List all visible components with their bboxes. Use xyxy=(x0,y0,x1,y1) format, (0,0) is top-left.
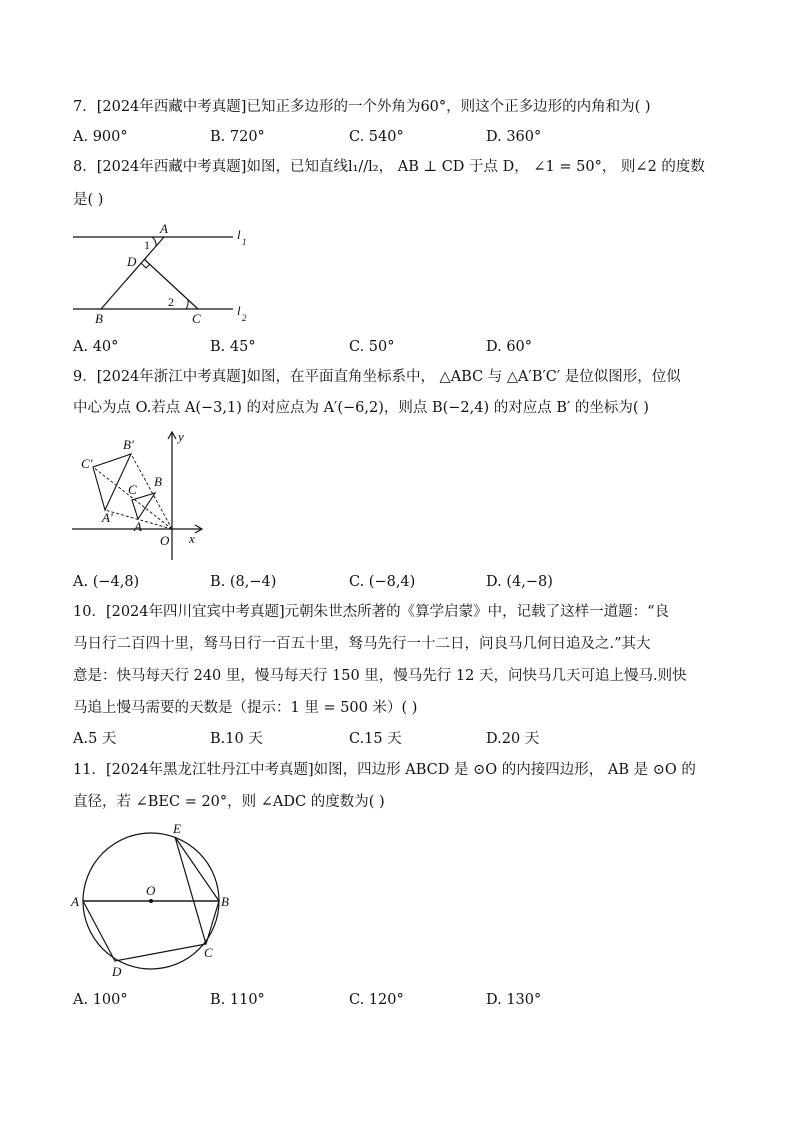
angle-1-arc xyxy=(152,237,156,246)
q10-option-a[interactable]: A.5 天 xyxy=(73,731,117,747)
q10-stem-line2: 马日行二百四十里，驽马日行一百五十里，驽马先行一十二日，问良马几何日追及之.”其大 xyxy=(73,636,651,652)
q11-figure xyxy=(66,818,241,988)
label-b: B xyxy=(95,311,103,326)
quad-abcd xyxy=(83,901,219,961)
q11-stem-line1: 11．[2024年黑龙江牡丹江中考真题]如图，四边形 ABCD 是 ⊙O 的内接四边形， AB 是 ⊙O 的 xyxy=(73,762,696,778)
label-d: D xyxy=(112,964,122,979)
q8-stem-line1: 8．[2024年西藏中考真题]如图，已知直线l₁//l₂， AB ⊥ CD 于点 D， ∠1 = 50°， 则∠2 的度数 xyxy=(73,159,705,175)
q7-option-b[interactable]: B. 720° xyxy=(210,129,265,145)
q7-option-c[interactable]: C. 540° xyxy=(349,129,404,145)
segment-ec xyxy=(175,837,206,944)
segment-eb xyxy=(175,837,219,901)
q11-option-a[interactable]: A. 100° xyxy=(73,992,128,1008)
label-l1-sub: 1 xyxy=(242,237,247,247)
label-l1: l xyxy=(237,227,241,242)
q10-option-c[interactable]: C.15 天 xyxy=(349,731,402,747)
label-c: C xyxy=(192,311,201,326)
q11-stem-line2: 直径，若 ∠BEC = 20°，则 ∠ADC 的度数为( ) xyxy=(73,794,385,810)
label-x: x xyxy=(189,531,195,546)
q9-option-a[interactable]: A. (−4,8) xyxy=(73,574,140,590)
q8-figure xyxy=(68,222,268,332)
label-1: 1 xyxy=(144,238,150,252)
label-a1: A′ xyxy=(102,510,113,525)
segment-ab xyxy=(101,237,164,309)
q8-option-a[interactable]: A. 40° xyxy=(73,339,119,355)
label-a: A xyxy=(160,222,168,236)
label-e: E xyxy=(173,821,181,836)
center-dot xyxy=(149,899,153,903)
label-c1: C′ xyxy=(81,456,93,471)
label-c: C xyxy=(128,482,137,497)
q10-stem-line4: 马追上慢马需要的天数是（提示：1 里 = 500 米）( ) xyxy=(73,700,418,716)
q10-stem-line3: 意是：快马每天行 240 里，慢马每天行 150 里，慢马先行 12 天，问快马几天可追上慢马.则快 xyxy=(73,668,687,684)
q11-option-d[interactable]: D. 130° xyxy=(486,992,542,1008)
label-l2: l xyxy=(237,303,241,318)
angle-2-arc xyxy=(186,300,188,309)
label-d: D xyxy=(127,254,137,269)
label-o: O xyxy=(160,533,170,548)
label-2: 2 xyxy=(168,295,174,309)
q8-stem-line2: 是( ) xyxy=(73,192,104,208)
q7-options xyxy=(73,127,733,147)
q7-option-a[interactable]: A. 900° xyxy=(73,129,128,145)
q10-option-b[interactable]: B.10 天 xyxy=(210,731,263,747)
label-a: A xyxy=(71,894,79,909)
q10-stem-line1: 10．[2024年四川宜宾中考真题]元朝朱世杰所著的《算学启蒙》中，记载了这样一道题：“良 xyxy=(73,604,670,620)
label-o: O xyxy=(146,883,156,898)
label-c: C xyxy=(204,945,213,960)
q9-figure xyxy=(68,428,218,568)
q9-options xyxy=(73,572,733,592)
q8-option-d[interactable]: D. 60° xyxy=(486,339,533,355)
q8-options xyxy=(73,337,733,357)
q9-option-c[interactable]: C. (−8,4) xyxy=(349,574,416,590)
q9-stem-line2: 中心为点 O.若点 A(−3,1) 的对应点为 A′(−6,2)，则点 B(−2,4) 的对应点 B′ 的坐标为( ) xyxy=(73,400,649,416)
q11-option-c[interactable]: C. 120° xyxy=(349,992,404,1008)
label-l2-sub: 2 xyxy=(242,313,247,323)
q11-option-b[interactable]: B. 110° xyxy=(210,992,265,1008)
q9-option-d[interactable]: D. (4,−8) xyxy=(486,574,553,590)
q9-option-b[interactable]: B. (8,−4) xyxy=(210,574,277,590)
label-b1: B′ xyxy=(123,437,134,452)
q8-option-b[interactable]: B. 45° xyxy=(210,339,256,355)
q8-option-c[interactable]: C. 50° xyxy=(349,339,395,355)
label-y: y xyxy=(178,429,184,444)
label-b: B xyxy=(154,474,162,489)
q11-options xyxy=(73,990,733,1010)
label-a: A xyxy=(134,519,142,534)
q10-option-d[interactable]: D.20 天 xyxy=(486,731,540,747)
label-b: B xyxy=(221,894,229,909)
q10-options xyxy=(73,729,733,749)
q7-stem: 7．[2024年西藏中考真题]已知正多边形的一个外角为60°，则这个正多边形的内角和为( ) xyxy=(73,99,651,115)
q9-stem-line1: 9．[2024年浙江中考真题]如图，在平面直角坐标系中， △ABC 与 △A′B′C′ 是位似图形，位似 xyxy=(73,369,681,385)
q7-option-d[interactable]: D. 360° xyxy=(486,129,542,145)
